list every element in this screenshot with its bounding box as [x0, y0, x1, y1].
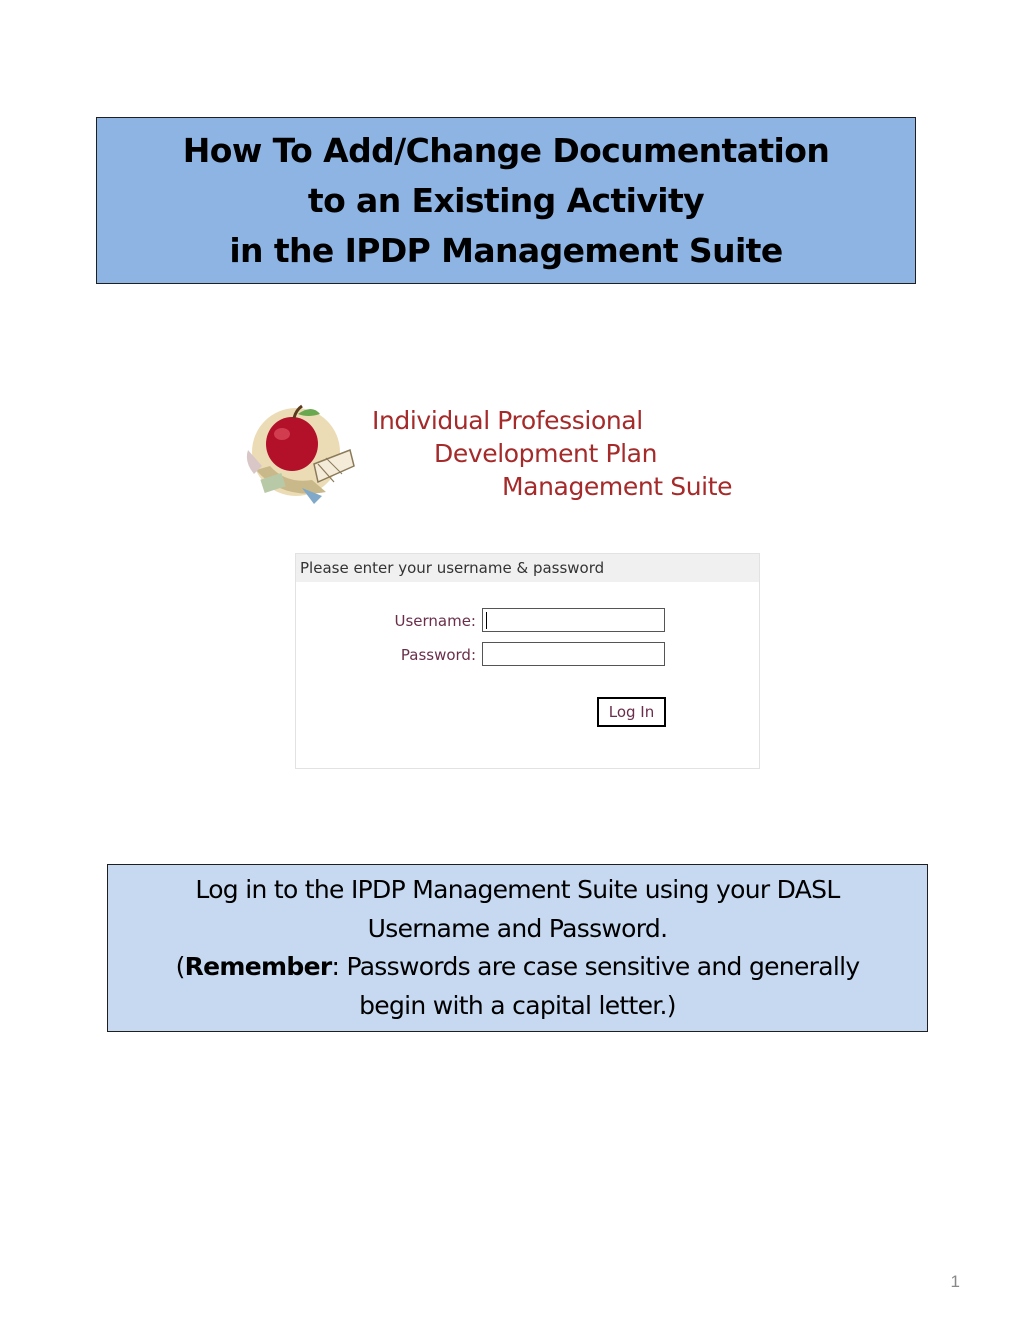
log-in-button[interactable]: Log In — [597, 697, 666, 727]
title-line-3: in the IPDP Management Suite — [229, 230, 783, 270]
instruction-line-3 — [176, 948, 860, 987]
instruction-line-1: Log in to the IPDP Management Suite using your DASL — [195, 875, 840, 904]
logo-text-line-2: Development Plan — [434, 439, 658, 468]
title-line-1: How To Add/Change Documentation — [182, 130, 830, 170]
ipdp-logo — [242, 398, 772, 513]
instruction-remember-bold: Remember — [184, 952, 332, 981]
password-input[interactable] — [482, 642, 665, 666]
logo-text-line-1: Individual Professional — [372, 406, 643, 435]
title-line-2: to an Existing Activity — [307, 180, 705, 220]
apple-book-icon — [242, 400, 360, 505]
instruction-line-2: Username and Password. — [367, 913, 668, 943]
title-box — [96, 117, 916, 284]
logo-text-line-3: Management Suite — [502, 472, 733, 501]
username-label: Username: — [394, 612, 476, 630]
page-number: 1 — [950, 1272, 960, 1291]
text-cursor — [486, 612, 487, 629]
instruction-line-4: begin with a capital letter.) — [359, 990, 676, 1020]
username-input[interactable] — [482, 608, 665, 632]
instruction-paren-open: ( — [175, 952, 185, 981]
login-panel — [295, 553, 760, 769]
password-label: Password: — [400, 646, 476, 664]
login-header: Please enter your username & password — [296, 554, 759, 582]
instruction-line-3-rest: : Passwords are case sensitive and generally — [331, 952, 860, 981]
instruction-box — [107, 864, 928, 1032]
